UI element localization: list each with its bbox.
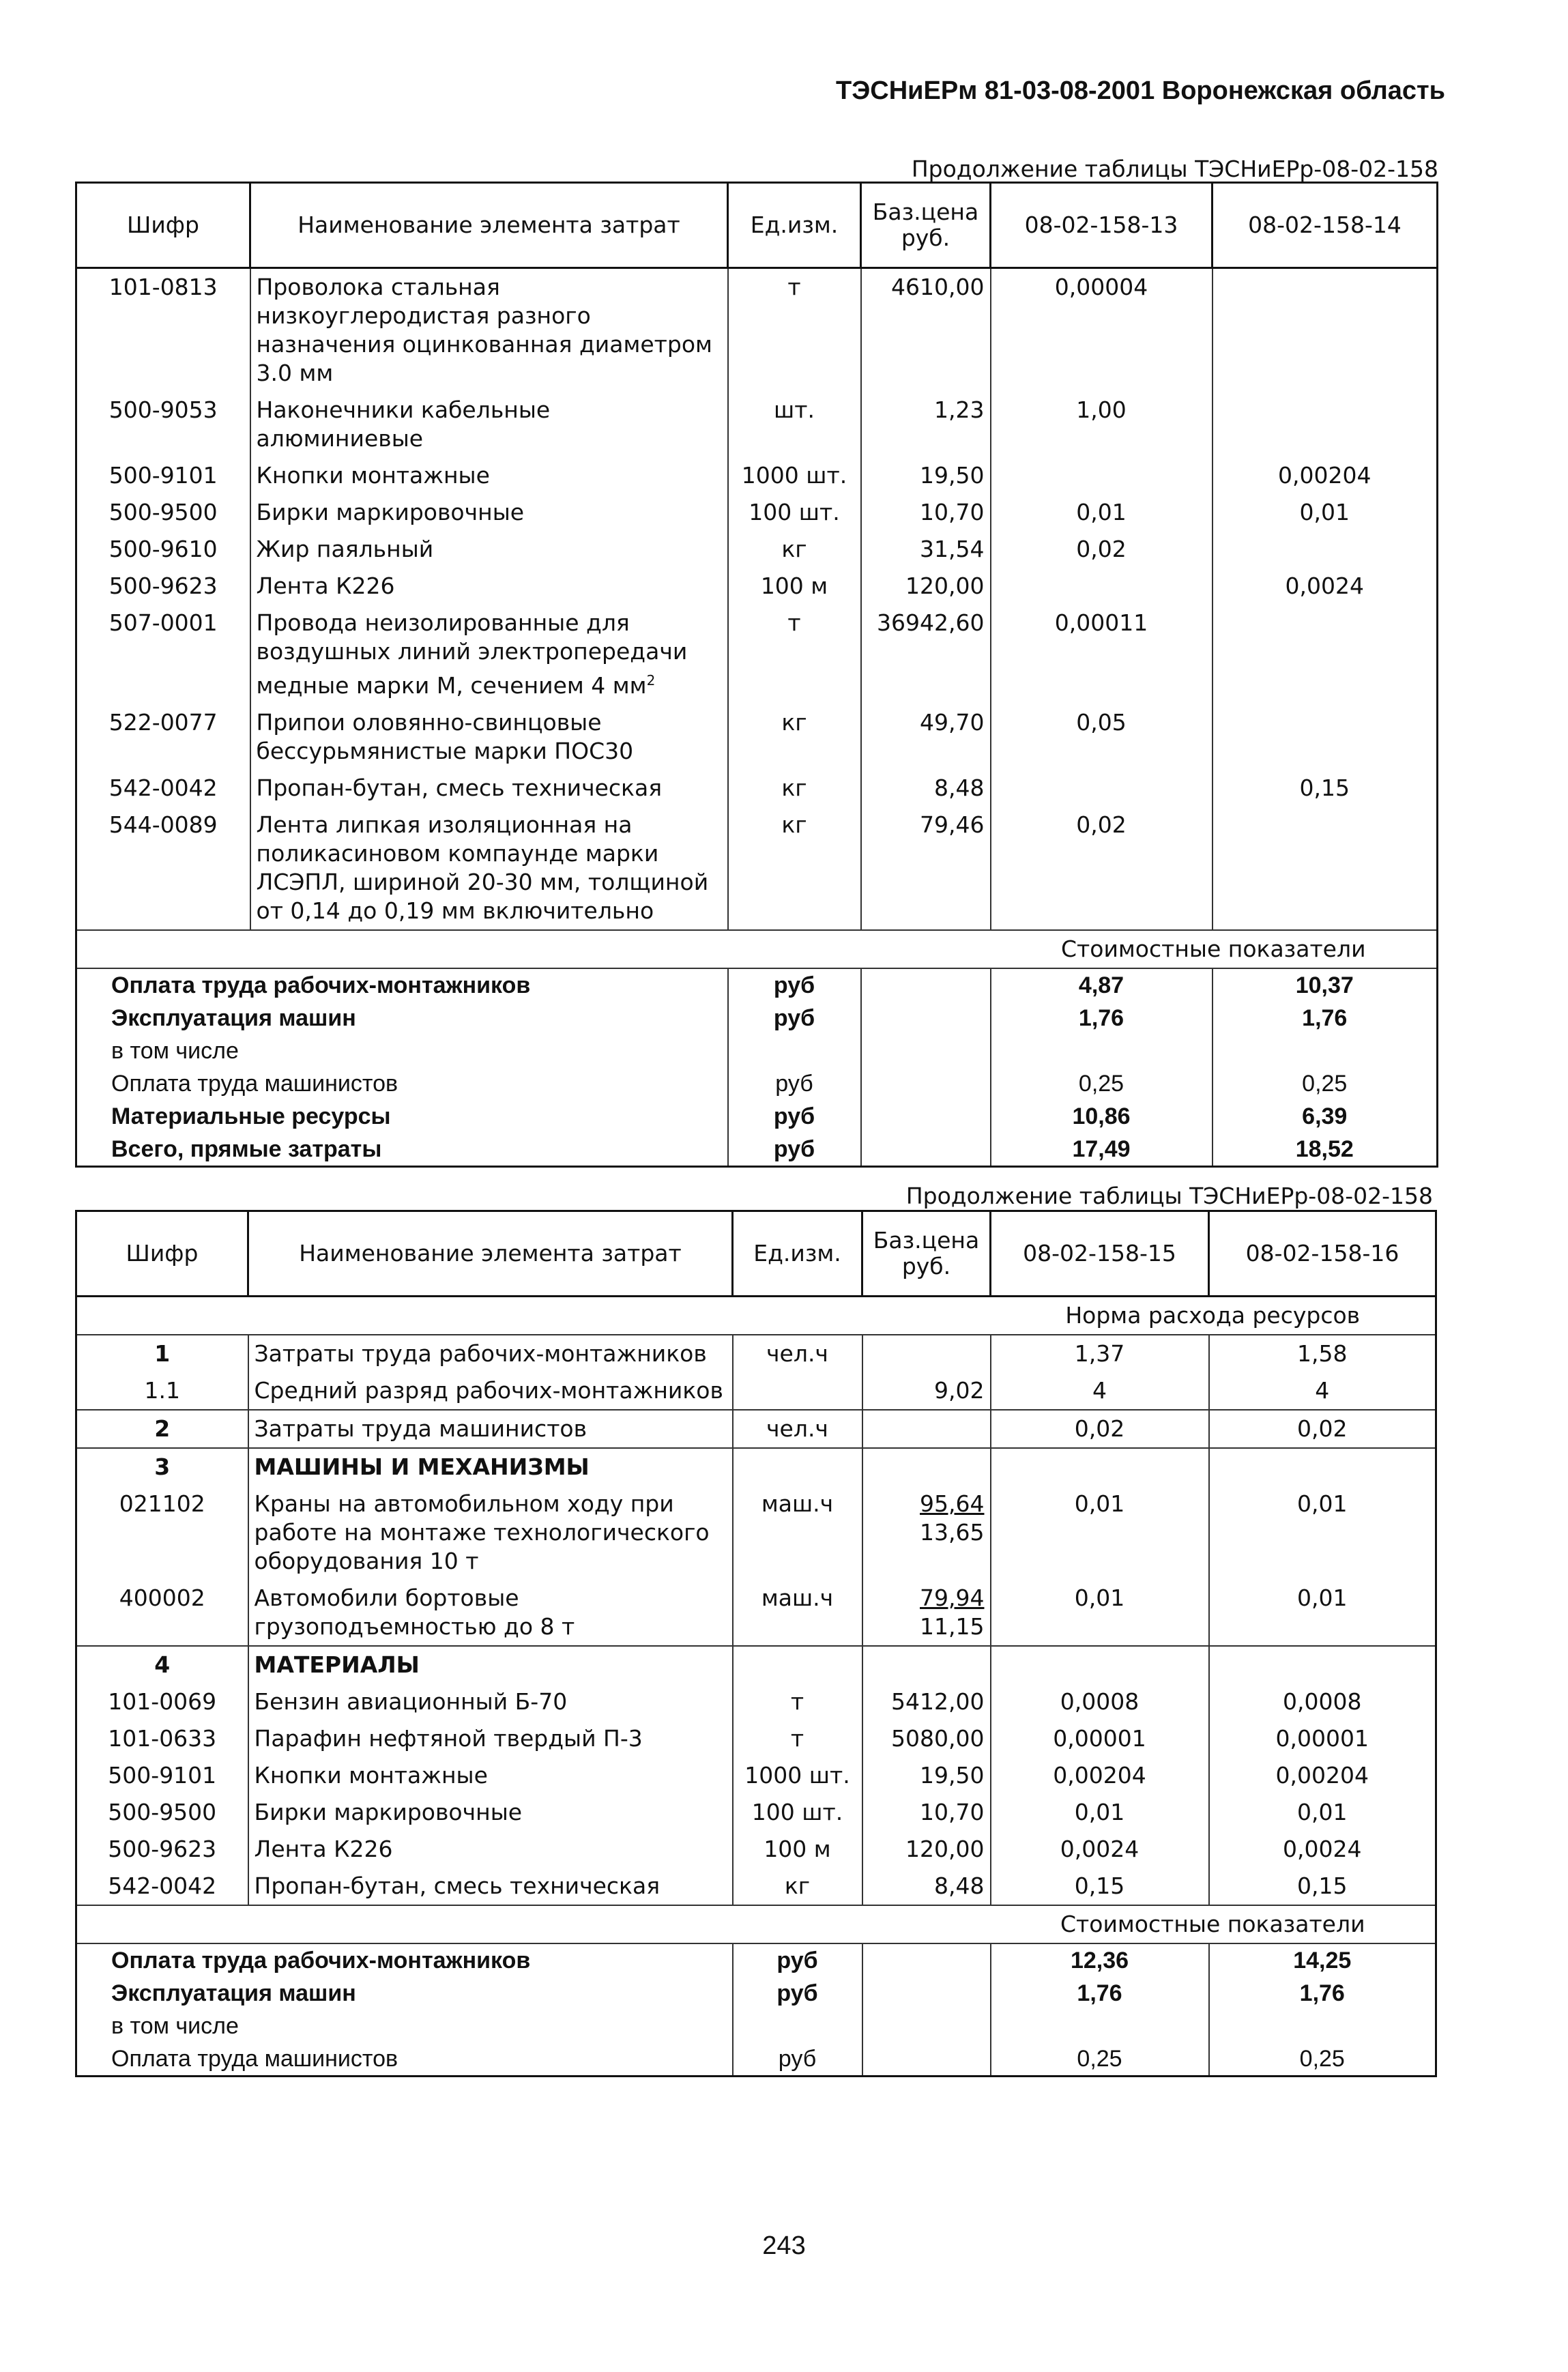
summary-unit: руб [733,1943,862,1977]
row-code: 542-0042 [76,1868,248,1905]
row-name-text: МАШИНЫ И МЕХАНИЗМЫ [254,1453,590,1480]
row-name [250,605,728,704]
summary-label: в том числе [76,1035,728,1067]
row-value-a [991,770,1213,807]
row-code: 101-0633 [76,1720,248,1757]
row-name-text: Лента К226 [254,1836,393,1862]
table-row [76,1683,1436,1720]
table-row [76,531,1438,568]
col-header-code: Шифр [76,183,250,268]
row-price [861,268,991,392]
row-value-b [1213,605,1438,704]
col-header-price: Баз.цена руб. [861,183,991,268]
row-value-b: 4 [1209,1372,1436,1410]
row-unit: 1000 шт. [733,1757,862,1794]
row-price [861,807,991,930]
row-code: 542-0042 [76,770,250,807]
summary-value-a: 0,25 [991,2042,1209,2077]
row-unit: т [728,605,861,704]
summary-unit [733,2010,862,2042]
row-price-value: 31,54 [920,536,985,562]
col-header-unit: Ед.изм. [728,183,861,268]
row-value-a: 0,0024 [991,1831,1209,1868]
summary-label: Всего, прямые затраты [76,1133,728,1167]
row-name [248,1794,733,1831]
row-unit: маш.ч [733,1486,862,1580]
cost-label: Стоимостные показатели [991,930,1438,968]
row-unit: 100 шт. [728,494,861,531]
row-price-value: 95,64 [920,1490,985,1517]
row-unit: шт. [728,392,861,457]
row-name-text: Бензин авиационный Б-70 [254,1688,568,1715]
table-row [76,1794,1436,1831]
row-unit [733,1372,862,1410]
summary-row [76,1002,1438,1035]
norm-label: Норма расхода ресурсов [991,1297,1436,1335]
band-spacer [76,1905,991,1943]
row-value-b: 0,0008 [1209,1683,1436,1720]
row-unit: т [728,268,861,392]
cost-band-row [76,930,1438,968]
row-price [862,1757,991,1794]
summary-value-a [991,2010,1209,2042]
table-row [76,568,1438,605]
table-row [76,1646,1436,1683]
table-row [76,1720,1436,1757]
row-code: 522-0077 [76,704,250,770]
summary-value-a: 1,76 [991,1002,1213,1035]
col-header-b: 08-02-158-16 [1209,1211,1436,1297]
row-name-text: Жир паяльный [256,536,434,562]
row-unit: чел.ч [733,1410,862,1448]
row-value-b: 0,01 [1209,1794,1436,1831]
table2-caption: Продолжение таблицы ТЭСНиЕРр-08-02-158 [905,1183,1433,1209]
row-name [248,1868,733,1905]
row-code: 1 [76,1335,248,1372]
row-name-text: Затраты труда машинистов [254,1415,587,1442]
row-name-text: Наконечники кабельные алюминиевые [256,396,551,452]
row-price [862,1486,991,1580]
table-row [76,1372,1436,1410]
row-value-b [1209,1646,1436,1683]
table-row [76,1868,1436,1905]
table-row [76,704,1438,770]
table2-header-row [76,1211,1436,1297]
row-name [248,1683,733,1720]
row-code: 500-9610 [76,531,250,568]
band-spacer [76,1297,991,1335]
col-header-name: Наименование элемента затрат [250,183,728,268]
row-price-value: 19,50 [920,1762,985,1789]
row-code: 2 [76,1410,248,1448]
row-unit: кг [728,531,861,568]
summary-row [76,1943,1436,1977]
row-name [250,392,728,457]
row-unit: кг [728,807,861,930]
row-value-a: 0,02 [991,1410,1209,1448]
summary-price-empty [862,2042,991,2077]
row-code: 500-9101 [76,1757,248,1794]
table-row [76,1410,1436,1448]
row-unit: кг [733,1868,862,1905]
page-header: ТЭСНиЕРм 81-03-08-2001 Воронежская область [836,76,1445,105]
row-name [250,494,728,531]
row-price [861,531,991,568]
summary-label: в том числе [76,2010,733,2042]
row-price-value: 120,00 [905,1836,985,1862]
summary-price-empty [862,1943,991,1977]
summary-value-a: 10,86 [991,1100,1213,1133]
row-value-b: 1,58 [1209,1335,1436,1372]
summary-label: Оплата труда рабочих-монтажников [76,968,728,1002]
row-unit: т [733,1720,862,1757]
table-row [76,1486,1436,1580]
row-value-b [1209,1448,1436,1486]
row-value-b: 0,00001 [1209,1720,1436,1757]
table-row [76,392,1438,457]
summary-value-b: 6,39 [1213,1100,1438,1133]
row-price [862,1831,991,1868]
row-name-text: Бирки маркировочные [254,1799,523,1825]
row-price [862,1372,991,1410]
summary-unit: руб [733,1977,862,2010]
summary-label: Оплата труда машинистов [76,1067,728,1100]
row-value-b: 0,02 [1209,1410,1436,1448]
row-name-text: МАТЕРИАЛЫ [254,1651,420,1678]
row-code: 500-9101 [76,457,250,494]
table-row [76,494,1438,531]
col-header-price: Баз.цена руб. [862,1211,991,1297]
table1-header-row [76,183,1438,268]
summary-value-b: 1,76 [1209,1977,1436,2010]
row-name [248,1410,733,1448]
table-row [76,770,1438,807]
row-price [861,704,991,770]
row-price-value: 19,50 [920,462,985,489]
row-price [862,1335,991,1372]
summary-unit: руб [733,2042,862,2077]
col-header-unit: Ед.изм. [733,1211,862,1297]
row-value-a: 0,01 [991,1486,1209,1580]
row-unit: кг [728,770,861,807]
row-name-text: Автомобили бортовые грузоподъемностью до 8 т [254,1585,575,1640]
row-code: 101-0069 [76,1683,248,1720]
summary-label: Эксплуатация машин [76,1002,728,1035]
row-value-b [1213,704,1438,770]
summary-price-empty [862,2010,991,2042]
row-value-b: 0,15 [1213,770,1438,807]
row-code: 500-9500 [76,1794,248,1831]
row-name-text: Лента липкая изоляционная на поликасиновом компаунде марки ЛСЭПЛ, шириной 20-30 мм, толщиной от 0,14 до 0,19 мм включительно [256,811,709,924]
row-name-text: Припои оловянно-свинцовые бессурьмянистые марки ПОС30 [256,709,634,764]
row-price-value: 5412,00 [891,1688,985,1715]
table-row [76,457,1438,494]
row-name-text: Средний разряд рабочих-монтажников [254,1377,723,1404]
row-name [250,457,728,494]
row-value-b: 0,15 [1209,1868,1436,1905]
row-price-secondary: 11,15 [920,1613,985,1640]
row-name-superscript: 2 [646,672,656,689]
row-name-text: Пропан-бутан, смесь техническая [254,1872,660,1899]
summary-value-b [1213,1035,1438,1067]
row-name-text: Пропан-бутан, смесь техническая [256,775,663,801]
summary-row [76,1067,1438,1100]
row-price-value: 79,94 [920,1585,985,1611]
row-value-a [991,1448,1209,1486]
summary-value-a: 0,25 [991,1067,1213,1100]
row-value-b: 0,01 [1213,494,1438,531]
row-code: 400002 [76,1580,248,1646]
row-price-value: 1,23 [934,396,985,423]
table-row [76,1831,1436,1868]
row-value-a: 1,00 [991,392,1213,457]
band-spacer [76,930,991,968]
summary-value-a: 17,49 [991,1133,1213,1167]
row-price [861,392,991,457]
summary-label: Оплата труда машинистов [76,2042,733,2077]
row-code: 500-9623 [76,1831,248,1868]
summary-unit: руб [728,1133,861,1167]
row-price [861,568,991,605]
row-price-value: 10,70 [920,1799,985,1825]
row-value-a: 0,01 [991,1794,1209,1831]
col-header-code: Шифр [76,1211,248,1297]
row-name-text: Парафин нефтяной твердый П-3 [254,1725,643,1752]
row-value-b [1213,807,1438,930]
summary-unit: руб [728,1067,861,1100]
table-row [76,268,1438,392]
row-value-a [991,457,1213,494]
summary-price-empty [861,1067,991,1100]
row-value-a: 0,0008 [991,1683,1209,1720]
row-unit [733,1646,862,1683]
row-value-a: 0,02 [991,531,1213,568]
row-price-value: 49,70 [920,709,985,736]
row-name-text: Краны на автомобильном ходу при работе на монтаже технологического оборудования 10 т [254,1490,710,1574]
summary-price-empty [861,1035,991,1067]
cost-band-row [76,1905,1436,1943]
summary-label: Оплата труда рабочих-монтажников [76,1943,733,1977]
table1-caption: Продолжение таблицы ТЭСНиЕРр-08-02-158 [911,156,1438,182]
summary-value-b: 0,25 [1209,2042,1436,2077]
row-unit: 100 м [733,1831,862,1868]
row-unit: т [733,1683,862,1720]
row-value-b: 0,0024 [1209,1831,1436,1868]
row-code: 500-9623 [76,568,250,605]
row-unit [733,1448,862,1486]
row-value-b: 0,00204 [1209,1757,1436,1794]
row-value-b [1213,392,1438,457]
row-value-b: 0,0024 [1213,568,1438,605]
row-price-value: 120,00 [905,573,985,599]
row-code: 021102 [76,1486,248,1580]
row-price [862,1580,991,1646]
row-code: 4 [76,1646,248,1683]
table-row [76,807,1438,930]
cost-label: Стоимостные показатели [991,1905,1436,1943]
row-name [248,1335,733,1372]
row-value-a: 1,37 [991,1335,1209,1372]
summary-value-b: 18,52 [1213,1133,1438,1167]
row-price [862,1683,991,1720]
row-value-a: 0,01 [991,494,1213,531]
row-name [248,1646,733,1683]
row-code: 544-0089 [76,807,250,930]
table-row [76,1580,1436,1646]
row-price-secondary: 13,65 [920,1519,985,1546]
table-row [76,1335,1436,1372]
row-value-a [991,568,1213,605]
row-price-value: 79,46 [920,811,985,838]
row-name [250,807,728,930]
row-value-b: 0,01 [1209,1580,1436,1646]
row-name [248,1372,733,1410]
row-unit: маш.ч [733,1580,862,1646]
col-header-a: 08-02-158-13 [991,183,1213,268]
row-price-value: 36942,60 [877,609,985,636]
row-price-value: 9,02 [934,1377,985,1404]
row-unit: кг [728,704,861,770]
row-value-a: 4 [991,1372,1209,1410]
row-name-text: Кнопки монтажные [254,1762,488,1789]
summary-value-a: 12,36 [991,1943,1209,1977]
summary-value-b: 10,37 [1213,968,1438,1002]
row-unit: 100 м [728,568,861,605]
col-header-name: Наименование элемента затрат [248,1211,733,1297]
row-price-value: 5080,00 [891,1725,985,1752]
row-name-text: Провода неизолированные для воздушных линий электропередачи медные марки М, сечением 4 мм [256,609,688,699]
row-unit: 1000 шт. [728,457,861,494]
row-value-a: 0,00204 [991,1757,1209,1794]
table-row [76,605,1438,704]
summary-row [76,2010,1436,2042]
summary-value-b [1209,2010,1436,2042]
row-code: 1.1 [76,1372,248,1410]
row-name-text: Затраты труда рабочих-монтажников [254,1340,707,1367]
col-header-a: 08-02-158-15 [991,1211,1209,1297]
summary-value-b: 0,25 [1213,1067,1438,1100]
row-name-text: Лента К226 [256,573,395,599]
row-code: 500-9053 [76,392,250,457]
row-name [250,268,728,392]
row-name [248,1720,733,1757]
row-value-a: 0,15 [991,1868,1209,1905]
summary-unit: руб [728,1100,861,1133]
row-price-value: 8,48 [934,775,985,801]
row-code: 500-9500 [76,494,250,531]
table-row [76,1757,1436,1794]
row-price [862,1868,991,1905]
row-name [248,1580,733,1646]
summary-price-empty [862,1977,991,2010]
row-code: 507-0001 [76,605,250,704]
summary-unit: руб [728,968,861,1002]
table-row [76,1448,1436,1486]
row-name [250,704,728,770]
row-price [861,457,991,494]
page-number: 243 [762,2231,806,2260]
row-price [861,605,991,704]
summary-row [76,1100,1438,1133]
row-name-text: Бирки маркировочные [256,499,525,525]
summary-value-a: 1,76 [991,1977,1209,2010]
summary-value-b: 1,76 [1213,1002,1438,1035]
row-value-a: 0,00001 [991,1720,1209,1757]
row-value-a: 0,00011 [991,605,1213,704]
row-price [862,1410,991,1448]
row-value-a: 0,00004 [991,268,1213,392]
summary-label: Материальные ресурсы [76,1100,728,1133]
row-value-a [991,1646,1209,1683]
row-value-b: 0,01 [1209,1486,1436,1580]
row-price-value: 8,48 [934,1872,985,1899]
row-value-a: 0,05 [991,704,1213,770]
summary-price-empty [861,1002,991,1035]
summary-value-a: 4,87 [991,968,1213,1002]
col-header-b: 08-02-158-14 [1213,183,1438,268]
summary-price-empty [861,1133,991,1167]
table2 [75,1210,1437,2077]
row-name-text: Проволока стальная низкоуглеродистая разного назначения оцинкованная диаметром 3.0 мм [256,274,712,386]
row-price [861,494,991,531]
row-name [248,1757,733,1794]
row-value-a: 0,01 [991,1580,1209,1646]
row-value-a: 0,02 [991,807,1213,930]
summary-value-a [991,1035,1213,1067]
summary-unit: руб [728,1002,861,1035]
row-price-value: 10,70 [920,499,985,525]
summary-price-empty [861,968,991,1002]
row-name [248,1486,733,1580]
row-name [250,770,728,807]
row-code: 101-0813 [76,268,250,392]
row-name [250,531,728,568]
table1 [75,182,1438,1168]
row-price-value: 4610,00 [891,274,985,300]
row-unit: 100 шт. [733,1794,862,1831]
row-name [248,1448,733,1486]
row-price [862,1646,991,1683]
row-value-b [1213,531,1438,568]
row-price [862,1720,991,1757]
summary-row [76,968,1438,1002]
summary-row [76,1035,1438,1067]
summary-price-empty [861,1100,991,1133]
row-name [250,568,728,605]
row-price [861,770,991,807]
summary-label: Эксплуатация машин [76,1977,733,2010]
row-price [862,1448,991,1486]
row-value-b: 0,00204 [1213,457,1438,494]
row-unit: чел.ч [733,1335,862,1372]
summary-row [76,2042,1436,2077]
summary-unit [728,1035,861,1067]
row-code: 3 [76,1448,248,1486]
row-name [248,1831,733,1868]
norm-band-row [76,1297,1436,1335]
summary-row [76,1977,1436,2010]
row-value-b [1213,268,1438,392]
summary-row [76,1133,1438,1167]
row-name-text: Кнопки монтажные [256,462,490,489]
summary-value-b: 14,25 [1209,1943,1436,1977]
row-price [862,1794,991,1831]
